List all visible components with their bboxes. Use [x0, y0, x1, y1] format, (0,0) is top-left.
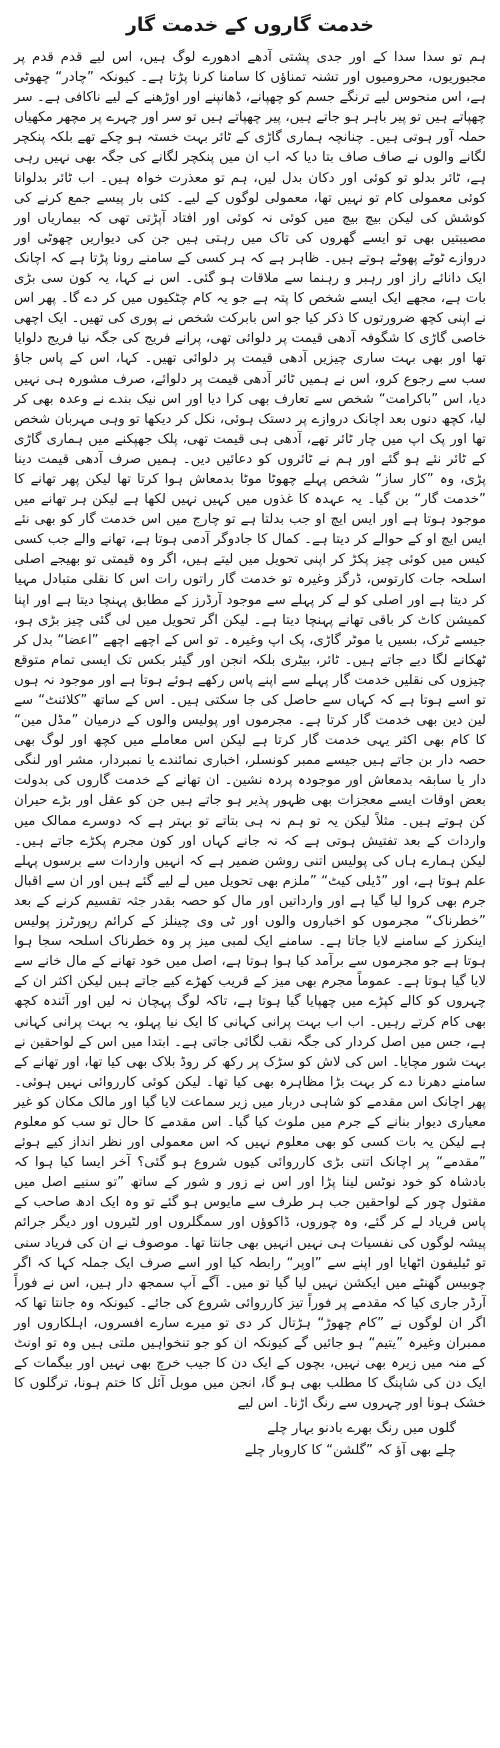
article-title: خدمت گاروں کے خدمت گار [125, 14, 374, 36]
closing-verse [14, 1418, 486, 1462]
article-paragraph: ہم تو سدا سدا کے اور جدی پشتی آدھے ادھورے لوگ ہیں، اس لیے قدم قدم پر مجبوریوں، محرومیوں اور تشنہ تمناؤں کا سامنا کرنا پڑتا ہے۔ کیونکہ ”چادر“ چھوٹی ہے، اس منحوس لیے ترنگے جسم کو چھپانے، ڈھانپنے اور اوڑھنے کے لیے ناکافی ہے۔ سر چھپاتے ہیں تو پیر باہر ہو جاتے ہیں، پیر چھپاتے ہیں تو سر اور چہرے پر مچھر مکھیاں حملہ آور ہوتی ہیں۔ چنانچہ ہماری گاڑی کے ٹائر بہت خستہ ہو چکے تھے بلکہ پنکچر لگانے والوں نے صاف صاف بتا دیا کہ اب ان میں پنکچر لگانے کی جگہ بھی نہیں رہی ہے، ٹائر بدلو تو کوئی اور دکان بدل لیں، ہم تو معذرت خواہ ہیں۔ اب ٹائر بدلوانا کوئی معمولی کام تو نہیں تھا، معمولی لوگوں کے لیے۔ کئی بار پیسے جمع کرنے کی کوشش کی لیکن بیچ بیچ میں کوئی نہ کوئی اور افتاد آپڑتی تھی کہ بیماریاں اور مصیبتیں بھی تو ایسے گھروں کی تاک میں رہتی ہیں جن کی دیواریں چھوٹی اور دروازے ٹوٹے پھوٹے ہوتے ہیں۔ ظاہر ہے کہ ہر کسی کے سامنے رونا پڑتا ہے کہ اچانک ایک دانائے راز اور رہبر و رہنما سے ملاقات ہو گئی۔ اس نے کہا، یہ کون سی بڑی بات ہے، مجھے ایک ایسے شخص کا پتہ ہے جو یہ کام چٹکیوں میں کر دے گا۔ پھر اس نے اپنی کچھ ضرورتوں کا ذکر کیا جو اس بابرکت شخص نے پوری کی تھیں۔ ایک اچھی خاصی گاڑی کا شگوفہ آدھی قیمت پر دلوائی تھی، پرانے فریج کی جگہ نیا فریج دلوایا تھا اور بھی بہت ساری چیزیں آدھی قیمت پر دلوائی تھیں۔ کہا، اس کے پاس جاؤ سب سے رجوع کرو، اس نے ہمیں ٹائر آدھی قیمت پر دلوائے، صرف مشورہ ہی نہیں دیا، اس ”باکرامت“ شخص سے تعارف بھی کرا دیا اور اس نیک بندے نے وعدہ بھی کر لیا، کچھ دنوں بعد اچانک دروازے پر دستک ہوئی، نکل کر دیکھا تو وہی مہربان شخص تھا اور پک اپ میں چار ٹائر تھے، آدھی ہی قیمت تھی، پلک جھپکنے میں ہماری گاڑی کے ٹائر نئے ہو گئے اور ہم نے ٹائروں کو دعائیں دیں۔ ہمیں صرف آدھی قیمت دینا پڑی، وہ ”کار ساز“ شخص پہلے چھوٹا موٹا بدمعاش ہوا کرتا تھا لیکن پھر تھانے کا ”خدمت گار“ بن گیا۔ یہ عہدہ کا غذوں میں کہیں نہیں لکھا ہے لیکن ہر تھانے میں موجود ہوتا ہے اور ایس ایچ او جب بدلتا ہے تو چارج میں اس خدمت گار کو بھی نئے ایس ایچ او کے حوالے کر دیتا ہے۔ کمال کا جادوگر آدمی ہوتا ہے، تھانے والے جب کسی کیس میں کوئی چیز پکڑ کر اپنی تحویل میں لیتے ہیں، اگر وہ قیمتی تو بھیجے اصلی اسلحہ جات کارتوس، ڈرگز وغیرہ تو خدمت گار راتوں رات اس کا نقلی متبادل مہیا کر دیتا ہے اور اصلی کو لے کر پہلے سے موجود آرڈرز کے مطابق پہنچا دیتا ہے اور اپنا کمیشن کاٹ کر باقی تھانے پہنچا دیتا ہے۔ لیکن اگر تحویل میں لی گئی چیز بڑی ہو، جیسے ٹرک، بسیں یا موٹر گاڑی، پک اپ وغیرہ۔ تو اس کے اچھے اچھے ”اعضا“ بدل کر ٹھکانے لگا دیے جاتے ہیں۔ ٹائر، بیٹری بلکہ انجن اور گیئر بکس تک ایسی تمام متوقع چیزوں کی نقلیں خدمت گار پہلے سے اپنے پاس رکھے ہوئے ہوتا ہے اور موجود نہ ہوں تو اسے ہوتا ہے کہ کہاں سے حاصل کی جا سکتی ہیں۔ اس کے ساتھ ”کلائنٹ“ سے لین دین بھی خدمت گار کرتا ہے۔ مجرموں اور پولیس والوں کے درمیان ”مڈل مین“ کا کام بھی اکثر یہی خدمت گار کرتا ہے لیکن اس معاملے میں کچھ اور لوگ بھی حصہ دار بن جاتے ہیں جیسے ممبر کونسلر، اخباری نمائندے یا نمبردار، مشر اور لنگی دار یا سابقہ بدمعاش اور موجودہ پردہ نشین۔ ان تھانے کے خدمت گاروں کی بدولت بعض اوقات ایسے معجزات بھی ظہور پذیر ہو جاتے ہیں جن کو عقل اور بڑے حیران کن ہوتے ہیں۔ مثلاً لیکن یہ تو ہم نہ ہی بتاتے تو بہتر ہے کہ دوسرے ممالک میں واردات کے بعد تفتیش ہوتی ہے کہ نہ جانے کہاں اور کون مجرم پکڑے جاتے ہیں۔ لیکن ہمارے ہاں کی پولیس اتنی روشن ضمیر ہے کہ انہیں واردات سے برسوں پہلے علم ہوتا ہے، اور ”ڈیلی کیٹ“ ”ملزم بھی تحویل میں لے لیے گئے ہیں اور ان سے اقبال جرم بھی کروا لیا گیا ہے اور وارداتیں اور مال کو حصہ بقدر جثہ تقسیم کرنے کے بعد ”خطرناک“ مجرموں کو اخباروں والوں اور ٹی وی چینلز کے کرائم رپورٹرز پولیس اینکرز کے سامنے لایا جاتا ہے۔ سامنے ایک لمبی میز پر وہ خطرناک اسلحہ سجا ہوا ہوتا ہے جو مجرموں سے برآمد کیا ہوا ہوتا ہے، اصل میں خود تھانے کے مال خانے سے لایا گیا ہوتا ہے۔ عموماً مجرم بھی میز کے قریب کھڑے کیے جاتے ہیں لیکن اکثر ان کے چہروں کو کالے کپڑے میں چھپایا گیا ہوتا ہے، تاکہ لوگ پہچان نہ لیں اور آئندہ کچھ بھی کام کرتے رہیں۔ اب اب بہت پرانی کہانی کا ایک نیا پہلو، یہ بہت پرانی کہانی ہے، جس میں اصل کردار کی جگہ نقب لگائی جاتی ہے۔ ابتدا میں اس کے لواحقین نے بہت شور مچایا۔ اس کی لاش کو سڑک پر رکھ کر روڈ بلاک بھی کیا تھا، اور تھانے کے سامنے دھرنا دے کر بہت بڑا مظاہرہ بھی کیا تھا۔ لیکن کوئی کارروائی نہیں ہوئی۔ پھر اچانک اس مقدمے کو شاہی دربار میں زیر سماعت لایا گیا اور مالک مکان کو غیر معیاری دیوار بنانے کے جرم میں ملوث کیا گیا۔ اس مقدمے کا حال تو سب کو معلوم ہے لیکن یہ بات کسی کو بھی معلوم نہیں کہ اس معمولی اور نظر انداز کیے ہوئے ”مقدمے“ پر اچانک اتنی بڑی کارروائی کیوں شروع ہو گئی؟ آخر ایسا کیا ہوا کہ بادشاہ کو خود نوٹس لینا پڑا اور اس نے زور و شور کے ساتھ ”تو سنیے اصل میں مقتول چور کے لواحقین جب ہر طرف سے مایوس ہو گئے تو وہ ایک ادھ صاحب کے پاس فریاد لے کر گئے، وہ چوروں، ڈاکوؤں اور سمگلروں اور لٹیروں اور دیگر جرائم پیشہ لوگوں کی نفسیات ہی نہیں انہیں بھی جانتا تھا۔ موصوف نے ان کی فریاد سنی تو ٹیلیفون اٹھایا اور اپنے سے ”اوپر“ رابطہ کیا اور اسے صرف ایک جملہ کہا کہ اگر چوبیس گھنٹے میں ایکشن نہیں لیا گیا تو میں۔ آگے آپ سمجھ دار ہیں، اس نے فوراً آرڈر جاری کیا کہ مقدمے پر فوراً تیز کارروائی شروع کی جائے۔ کیونکہ وہ جانتا تھا کہ اگر ان لوگوں نے ”کام چھوڑ“ ہڑتال کر دی تو میرے سارے افسروں، اہلکاروں اور ممبران وغیرہ ”یتیم“ ہو جائیں گے کیونکہ ان کو جو تنخواہیں ملتی ہیں وہ تو اونٹ کے منہ میں زیرہ بھی نہیں، بچوں کے ایک دن کا جیب خرچ بھی نہیں اور بیگمات کے ایک دن کی شاپنگ کا مطلب بھی ہو گا، انجن میں موبل آئل کا ختم ہونا، ترگلوں کا خشک ہونا اور چہروں سے رنگ اڑنا۔ اس لیے [14, 50, 486, 1412]
verse-line-1: گلوں میں رنگ بھرے بادنو بہار چلے [267, 1421, 456, 1437]
verse-line-2: چلے بھی آؤ کہ ”گلشن“ کا کاروبار چلے [244, 1443, 456, 1459]
article-body [14, 48, 486, 1414]
